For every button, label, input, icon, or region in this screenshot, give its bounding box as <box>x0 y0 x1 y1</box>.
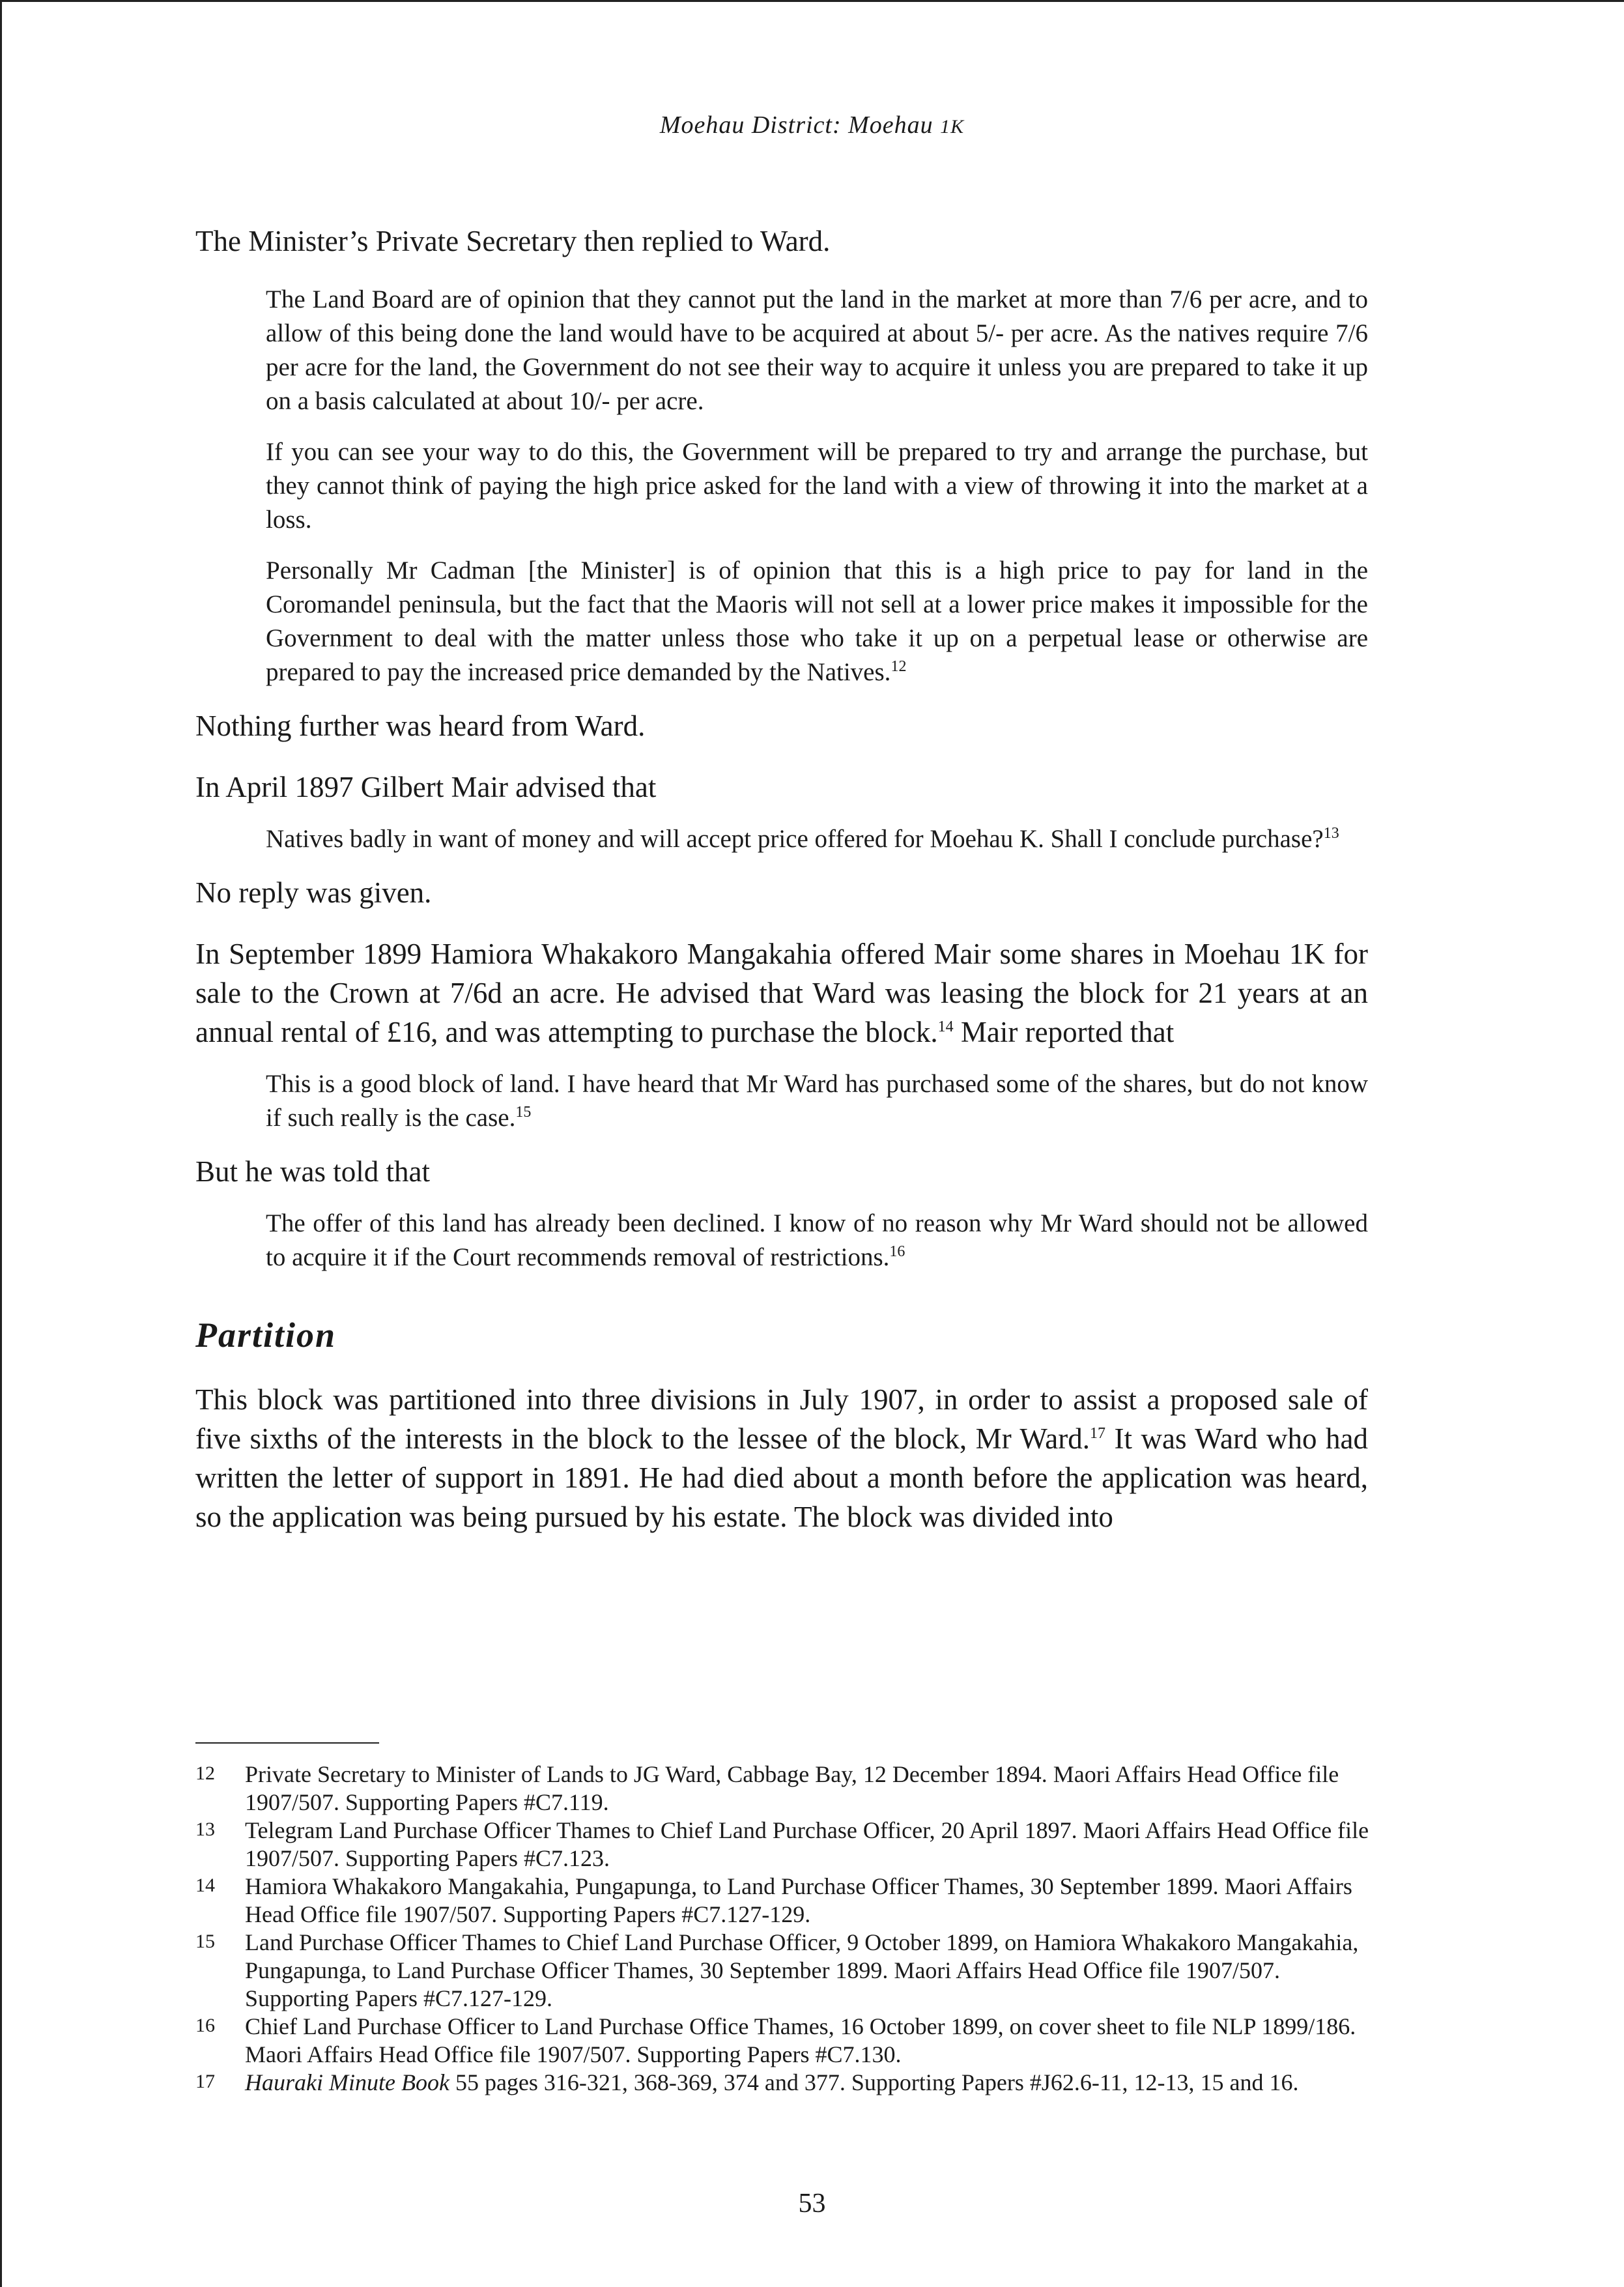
footnote-text: Hamiora Whakakoro Mangakahia, Pungapunga, to Land Purchase Officer Thames, 30 September 1899. Maori Affairs Head Office file 1907/507. Supporting Papers #C7.127-129. <box>245 1873 1352 1927</box>
footnotes <box>195 1761 1381 2097</box>
paragraph: Nothing further was heard from Ward. <box>195 710 646 742</box>
paragraph: The Minister’s Private Secretary then replied to Ward. <box>195 225 831 257</box>
block-quote-text: Natives badly in want of money and will accept price offered for Moehau K. Shall I conclude purchase? <box>266 825 1324 853</box>
footnote-number: 13 <box>195 1819 215 1840</box>
footnote-ref[interactable]: 15 <box>515 1104 532 1121</box>
footnote-number: 14 <box>195 1875 215 1896</box>
footnote-number: 15 <box>195 1931 215 1952</box>
footnote <box>195 1817 1381 1873</box>
footnote-text: Private Secretary to Minister of Lands to JG Ward, Cabbage Bay, 12 December 1894. Maori Affairs Head Office file 1907/507. Supporting Papers #C7.119. <box>245 1761 1339 1815</box>
footnote-text: Land Purchase Officer Thames to Chief Land Purchase Officer, 9 October 1899, on Hamiora Whakakoro Mangakahia, Pungapunga, to Land Purchase Officer Thames, 30 September 1899. Maori Affairs Head Office file 1907/507. Supporting Papers #C7.127-129. <box>245 1929 1359 2011</box>
paragraph-text: In September 1899 Hamiora Whakakoro Mangakahia offered Mair some shares in Moehau 1K for sale to the Crown at 7/6d an acre. He advised that Ward was leasing the block for 21 years at an annual rental of £16, and was attempting to purchase the block. <box>195 938 1368 1048</box>
running-header-block: 1K <box>940 116 965 137</box>
footnote-source-detail: 55 pages 316-321, 368-369, 374 and 377. Supporting Papers #J62.6-11, 12-13, 15 and 16. <box>449 2069 1299 2095</box>
running-header-text: Moehau District: Moehau <box>659 111 941 139</box>
block-quote <box>266 1067 1368 1135</box>
page-edge-top <box>0 0 1624 2</box>
block-quote <box>266 554 1368 689</box>
footnote <box>195 1873 1381 1929</box>
footnote-number: 17 <box>195 2071 215 2092</box>
block-quote <box>266 822 1368 856</box>
block-quote <box>266 1207 1368 1274</box>
paragraph <box>195 934 1368 1052</box>
block-quote-text: The offer of this land has already been declined. I know of no reason why Mr Ward should not be allowed to acquire it if the Court recommends removal of restrictions. <box>266 1209 1368 1271</box>
footnote-ref[interactable]: 17 <box>1089 1425 1105 1442</box>
footnote-number: 12 <box>195 1762 215 1784</box>
footnote-ref[interactable]: 14 <box>937 1018 954 1035</box>
running-header <box>0 111 1624 139</box>
paragraph: But he was told that <box>195 1155 430 1188</box>
footnote <box>195 1761 1381 1817</box>
footnote-text: Chief Land Purchase Officer to Land Purchase Office Thames, 16 October 1899, on cover sheet to file NLP 1899/186. Maori Affairs Head Office file 1907/507. Supporting Papers #C7.130. <box>245 2013 1356 2067</box>
footnote-number: 16 <box>195 2015 215 2036</box>
body-text <box>195 222 1368 1559</box>
paragraph-text: It was Ward who had written the letter of support in 1891. He had died about a month before the application was heard, so the application was being pursued by his estate. The block was divided into <box>195 1422 1368 1533</box>
footnote-text <box>245 2069 1381 2097</box>
footnote <box>195 2069 1381 2097</box>
section-heading: Partition <box>195 1316 337 1355</box>
page-number: 53 <box>798 2189 826 2219</box>
page-edge-left <box>0 0 2 2287</box>
block-quote-text: This is a good block of land. I have heard that Mr Ward has purchased some of the shares, but do not know if such really is the case. <box>266 1070 1368 1132</box>
footnote-divider <box>195 1742 379 1744</box>
footnote <box>195 2013 1381 2069</box>
footnote-ref[interactable]: 16 <box>889 1243 905 1260</box>
block-quote: The Land Board are of opinion that they cannot put the land in the market at more than 7/6 per acre, and to allow of this being done the land would have to be acquired at about 5/- per acre. As the natives require 7/6 per acre for the land, the Government do not see their way to acquire it unless you are prepared to take it up on a basis calculated at about 10/- per acre. <box>266 285 1368 415</box>
footnote-text: Telegram Land Purchase Officer Thames to Chief Land Purchase Officer, 20 April 1897. Maori Affairs Head Office file 1907/507. Supporting Papers #C7.123. <box>245 1817 1369 1871</box>
footnote <box>195 1929 1381 2013</box>
paragraph-text: Mair reported that <box>953 1016 1175 1048</box>
block-quote-text: Personally Mr Cadman [the Minister] is of opinion that this is a high price to pay for land in the Coromandel peninsula, but the fact that the Maoris will not sell at a lower price makes it impossible for the Government to deal with the matter unless those who take it up on a perpetual lease or otherwise are prepared to pay the increased price demanded by the Natives. <box>266 556 1368 686</box>
block-quote: If you can see your way to do this, the Government will be prepared to try and arrange the purchase, but they cannot think of paying the high price asked for the land with a view of throwing it into the market at a loss. <box>266 438 1368 534</box>
footnote-ref[interactable]: 12 <box>890 658 907 675</box>
paragraph: In April 1897 Gilbert Mair advised that <box>195 771 657 803</box>
paragraph <box>195 1380 1368 1536</box>
footnote-ref[interactable]: 13 <box>1323 825 1339 842</box>
paragraph-text: This block was partitioned into three divisions in July 1907, in order to assist a proposed sale of five sixths of the interests in the block to the lessee of the block, Mr Ward. <box>195 1383 1368 1455</box>
footnote-source-title: Hauraki Minute Book <box>245 2069 449 2095</box>
paragraph: No reply was given. <box>195 876 432 909</box>
